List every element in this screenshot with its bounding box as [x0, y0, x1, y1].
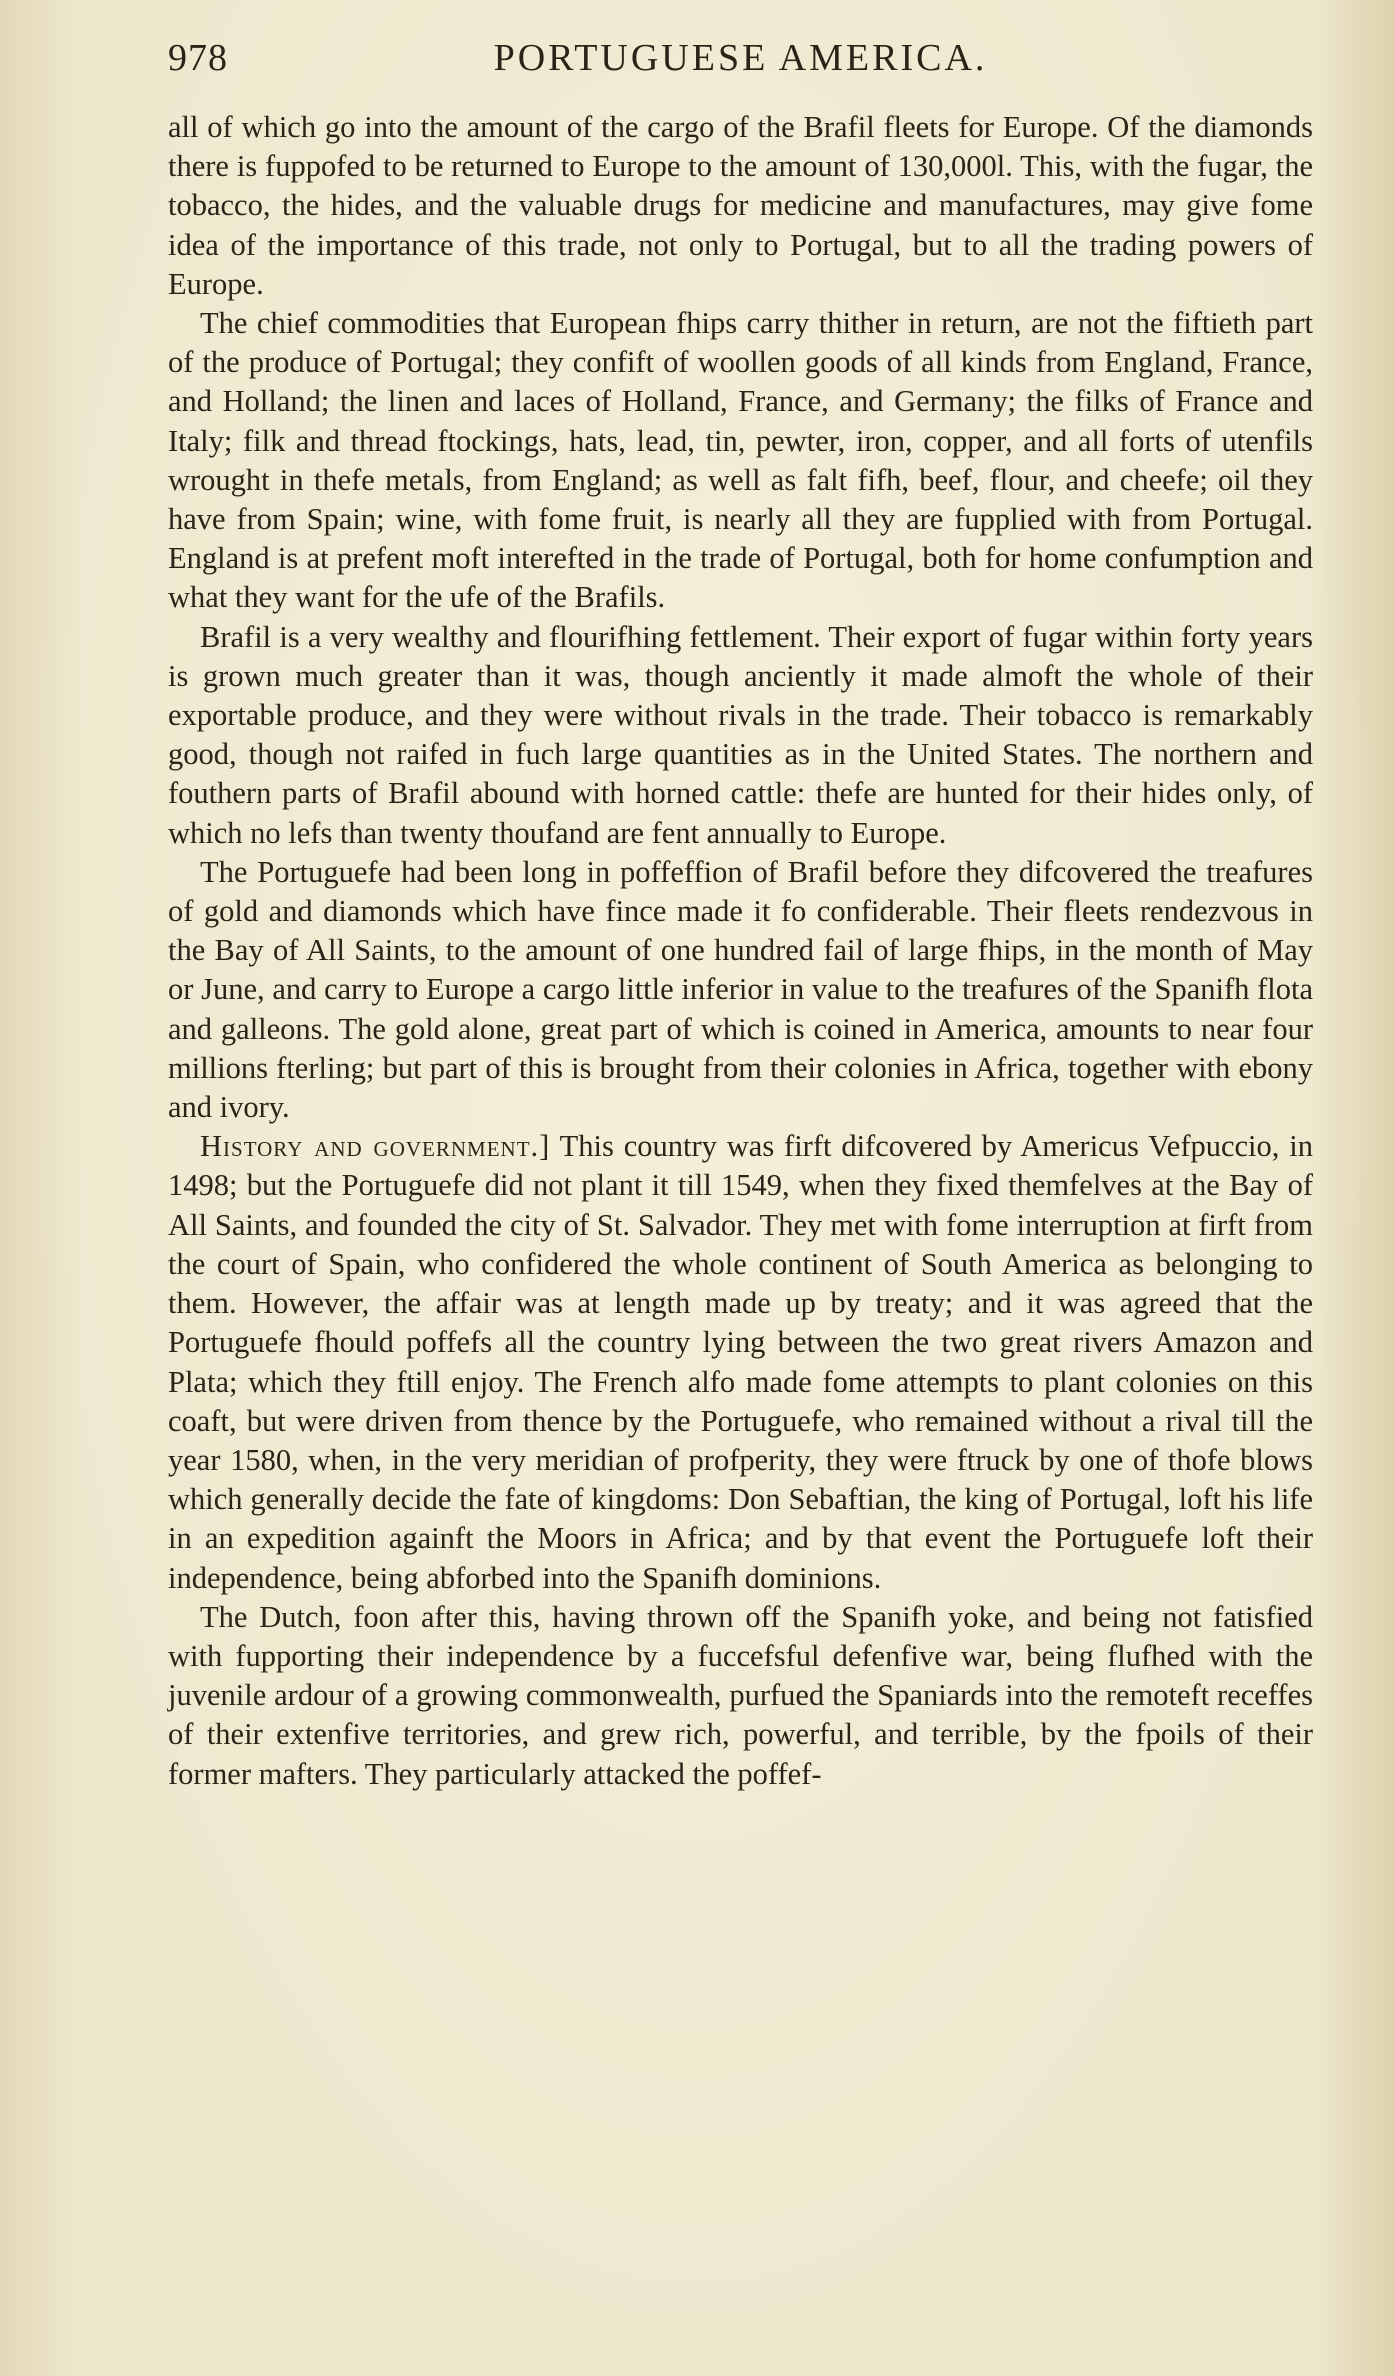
paragraph-text: The Dutch, foon after this, having thrown off the Spanifh yoke, and being not fatisfied with fupporting their independence by a fuccefsful defenfive war, being flufhed with the juvenile ardour of a growing commonwealth, purfued the Spaniards into the remoteft receffes of their extenfive territories, and grew rich, powerful, and terrible, by the fpoils of their former mafters. They particularly attacked the poffef-: [168, 1599, 1313, 1791]
section-heading: History and government.]: [200, 1129, 551, 1164]
paragraph: [168, 108, 1313, 304]
paragraph-text: This country was firft difcovered by Americus Vefpuccio, in 1498; but the Portuguefe did not plant it till 1549, when they fixed themfelves at the Bay of All Saints, and founded the city of St. Salvador. They met with fome interruption at firft from the court of Spain, who confidered the whole continent of South America as belonging to them. However, the affair was at length made up by treaty; and it was agreed that the Portuguefe fhould poffefs all the country lying between the two great rivers Amazon and Plata; which they ftill enjoy. The French alfo made fome attempts to plant colonies on this coaft, but were driven from thence by the Portuguefe, who remained without a rival till the year 1580, when, in the very meridian of profperity, they were ftruck by one of thofe blows which generally decide the fate of kingdoms: Don Sebaftian, the king of Portugal, loft his life in an expedition againft the Moors in Africa; and by that event the Portuguefe loft their independence, being abforbed into the Spanifh dominions.: [168, 1129, 1313, 1595]
page-number: 978: [168, 37, 228, 79]
page-header: [168, 36, 1313, 86]
paragraph: [168, 304, 1313, 618]
paragraph: [168, 853, 1313, 1127]
paragraph-text: all of which go into the amount of the cargo of the Brafil fleets for Europe. Of the diamonds there is fuppofed to be returned to Europe to the amount of 130,000l. This, with the fugar, the tobacco, the hides, and the valuable drugs for medicine and manufactures, may give fome idea of the importance of this trade, not only to Portugal, but to all the trading powers of Europe.: [168, 110, 1313, 301]
paragraph: [168, 1127, 1313, 1597]
paragraph-text: The chief commodities that European fhips carry thither in return, are not the fiftieth part of the produce of Portugal; they confift of woollen goods of all kinds from England, France, and Holland; the linen and laces of Holland, France, and Germany; the filks of France and Italy; filk and thread ftockings, hats, lead, tin, pewter, iron, copper, and all forts of utenfils wrought in thefe metals, from England; as well as falt fifh, beef, flour, and cheefe; oil they have from Spain; wine, with fome fruit, is nearly all they are fupplied with from Portugal. England is at prefent moft interefted in the trade of Portugal, both for home confumption and what they want for the ufe of the Brafils.: [168, 306, 1313, 615]
paragraph: [168, 1598, 1313, 1794]
body-text: [168, 108, 1313, 1794]
running-title: PORTUGUESE AMERICA.: [493, 37, 988, 79]
paragraph-text: The Portuguefe had been long in poffeffion of Brafil before they difcovered the treafures of gold and diamonds which have fince made it fo confiderable. Their fleets rendezvous in the Bay of All Saints, to the amount of one hundred fail of large fhips, in the month of May or June, and carry to Europe a cargo little inferior in value to the treafures of the Spanifh flota and galleons. The gold alone, great part of which is coined in America, amounts to near four millions fterling; but part of this is brought from their colonies in Africa, together with ebony and ivory.: [168, 854, 1313, 1125]
paragraph: [168, 618, 1313, 853]
paragraph-text: Brafil is a very wealthy and flourifhing fettlement. Their export of fugar within forty years is grown much greater than it was, though anciently it made almoft the whole of their exportable produce, and they were without rivals in the trade. Their tobacco is remarkably good, though not raifed in fuch large quantities as in the United States. The northern and fouthern parts of Brafil abound with horned cattle: thefe are hunted for their hides only, of which no lefs than twenty thoufand are fent annually to Europe.: [168, 619, 1313, 850]
